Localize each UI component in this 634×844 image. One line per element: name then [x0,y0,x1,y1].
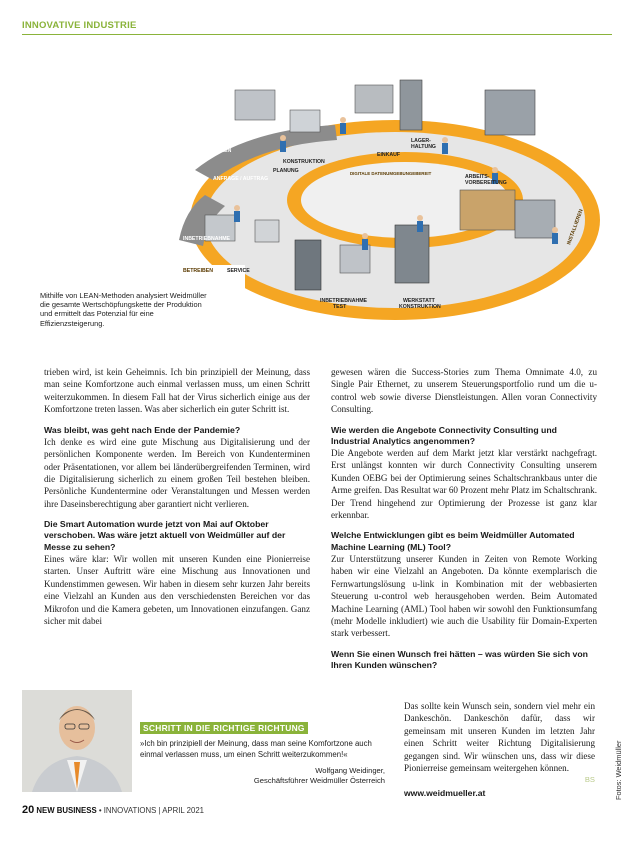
right-answer-2: Zur Unterstützung unserer Kunden in Zeiten von Remote Working haben wir eine Vielzahl an Angeboten. Da könnte exemplarisch die Fernwartungslösung u-link in Kombination mit der webbasierten Steuerung u-control web herausgehoben werden. Beim Automated Machine Learning (AML) Tool haben wir sowohl den Funktionsumfang (mehr Modelle inkludiert) wie auch die Usability für Domain-Experten stark verbessert. [331,553,597,639]
right-question-2: Welche Entwicklungen gibt es beim Weidmüller Automated Machine Learning (ML) Tool? [331,530,575,552]
label-inbetriebnahme-test: INBETRIEBNAHME [320,298,367,304]
right-paragraph-1: gewesen wären die Success-Stories zum Thema Omnimate 4.0, zu Single Pair Ethernet, zu unserem Steuerungsportfolio rund um die u-control web sowie diverse Dienstleistungen. Allen voran Connectivity Consulting. [331,367,597,415]
rubric-divider [22,34,612,35]
label-datenumgebung: DIGITALE DATENUMGEBUNGEBEREIT [350,171,432,176]
right-column-continuation [404,700,595,799]
quote-author-role: Geschäftsführer Weidmüller Österreich [253,776,385,786]
left-paragraph-1: trieben wird, ist kein Geheimnis. Ich bin prinzipiell der Meinung, dass man seine Komfortzone auch einmal verlassen muss, um einen Schritt weiterzukommen. In diesem Fall hat der Virus sicherlich einige aus der Komfortzone treten lassen. Was aber sicherlich ein guter Schritt ist. [44,367,310,415]
label-lager2: HALTUNG [411,144,436,150]
portrait-photo [22,690,132,792]
photo-credit: Fotos: Weidmüller [614,740,623,800]
section-rubric: INNOVATIVE INDUSTRIE [22,20,137,31]
illustration-caption: Mithilfe von LEAN-Methoden analysiert Weidmüller die gesamte Wertschöpfungskette der Produktion und ermittelt das Potenzial für eine Effizienzsteigerung. [40,291,207,328]
website-link[interactable]: www.weidmueller.at [404,787,486,798]
label-werkstatt-konstruktion: KONSTRUKTION [399,304,441,310]
label-konstruktion: KONSTRUKTION [283,159,325,165]
right-column [331,366,597,671]
label-arbeits: ARBEITS- [465,174,490,180]
label-lager: LAGER- [411,138,431,144]
label-service: SERVICE [227,268,250,274]
footer-separator: | [158,806,161,815]
page-number: 20 [22,804,35,816]
label-arbeits2: VORBEREITUNG [465,180,507,186]
footer-section: INNOVATIONS [103,806,157,815]
left-column [44,366,310,627]
footer-bullet: • [98,806,102,815]
quote-text: »Ich bin prinzipiell der Meinung, dass man seine Komfortzone auch einmal verlassen muss, um einen Schritt weiterzukommen!« [140,739,372,759]
right-question-3: Wenn Sie einen Wunsch frei hätten – was würden Sie sich von Ihren Kunden wünschen? [331,648,588,670]
quote-author: Wolfgang Weidinger, [315,766,385,776]
right-answer-3: Das sollte kein Wunsch sein, sondern viel mehr ein Dankeschön. Dankeschön dafür, dass wir gemeinsam mit unseren Kunden im letzten Jahr einen Schritt weiter Richtung Digitalisierung gegangen sind. Wir wünschen uns, dass wir diese Pionierreise gemeinsam weitergehen können. [404,701,595,774]
page-footer [22,804,204,816]
pull-quote [140,718,385,786]
label-test: TEST [333,304,347,310]
quote-author-block [140,766,385,786]
value-chain-illustration [165,50,605,330]
left-answer-1: Ich denke es wird eine gute Mischung aus Digitalisierung und der persönlichen Komponente werden. Im Bereich von Kundenterminen oder Präsentationen, vor allem bei länderübergreifenden Terminen, wird die Digitalisierung sicherlich zu einem großen Teil bestehen bleiben. Persönliche Kundentermine oder Veranstaltungen und Messen werden ihre Daseinsberechtigung aber garantiert nicht verlieren. [44,436,310,509]
label-installieren: INSTALLIEREN [566,208,585,246]
label-werkstatt: WERKSTATT [403,298,435,304]
label-einkauf: EINKAUF [377,152,401,158]
left-answer-2: Eines wäre klar: Wir wollen mit unseren Kunden eine Pionierreise starten. Unser Auftritt wäre eine Mischung aus Innovationen und Kundenstimmen gewesen. Wir haben in diesem sehr kurzen Jahr bereits eine Vielzahl an Kunden aus den verschiedensten Bereichen vor das Mikrofon und die Kamera gebeten, um Innovationen einzufangen. Ganz sicher mit dabei [44,553,310,626]
label-inbetriebnahme-band: INBETRIEBNAHME [183,236,230,242]
label-planen: PLANEN [210,148,232,154]
label-betreiben: BETREIBEN [183,268,213,274]
magazine-name: NEW BUSINESS [36,806,97,815]
right-answer-1: Die Angebote werden auf dem Markt jetzt klar verstärkt nachgefragt. Erst unlängst konnten wir durch Connectivity Consulting unserem Kunden OEBG bei der Optimierung seines Schaltschrankbaus unter die Arme greifen. Das Resultat war 60 Prozent mehr Platz im Schaltschrank. Der Trend hingehend zur Optimierung der Prozesse ist ganz klar erkennbar. [331,448,597,521]
left-question-2: Die Smart Automation wurde jetzt von Mai auf Oktober verschoben. Was wäre jetzt aktuell von Weidmüller auf der Messe zu sehen? [44,519,286,552]
author-signature: BS [584,775,595,785]
footer-issue: APRIL 2021 [162,806,204,815]
right-question-1: Wie werden die Angebote Connectivity Consulting und Industrial Analytics angenommen? [331,424,557,446]
label-anfrage: ANFRAGE / AUFTRAG [213,176,269,182]
quote-title: SCHRITT IN DIE RICHTIGE RICHTUNG [140,722,308,734]
left-question-1: Was bleibt, was geht nach Ende der Pandemie? [44,424,241,435]
label-planung: PLANUNG [273,168,299,174]
